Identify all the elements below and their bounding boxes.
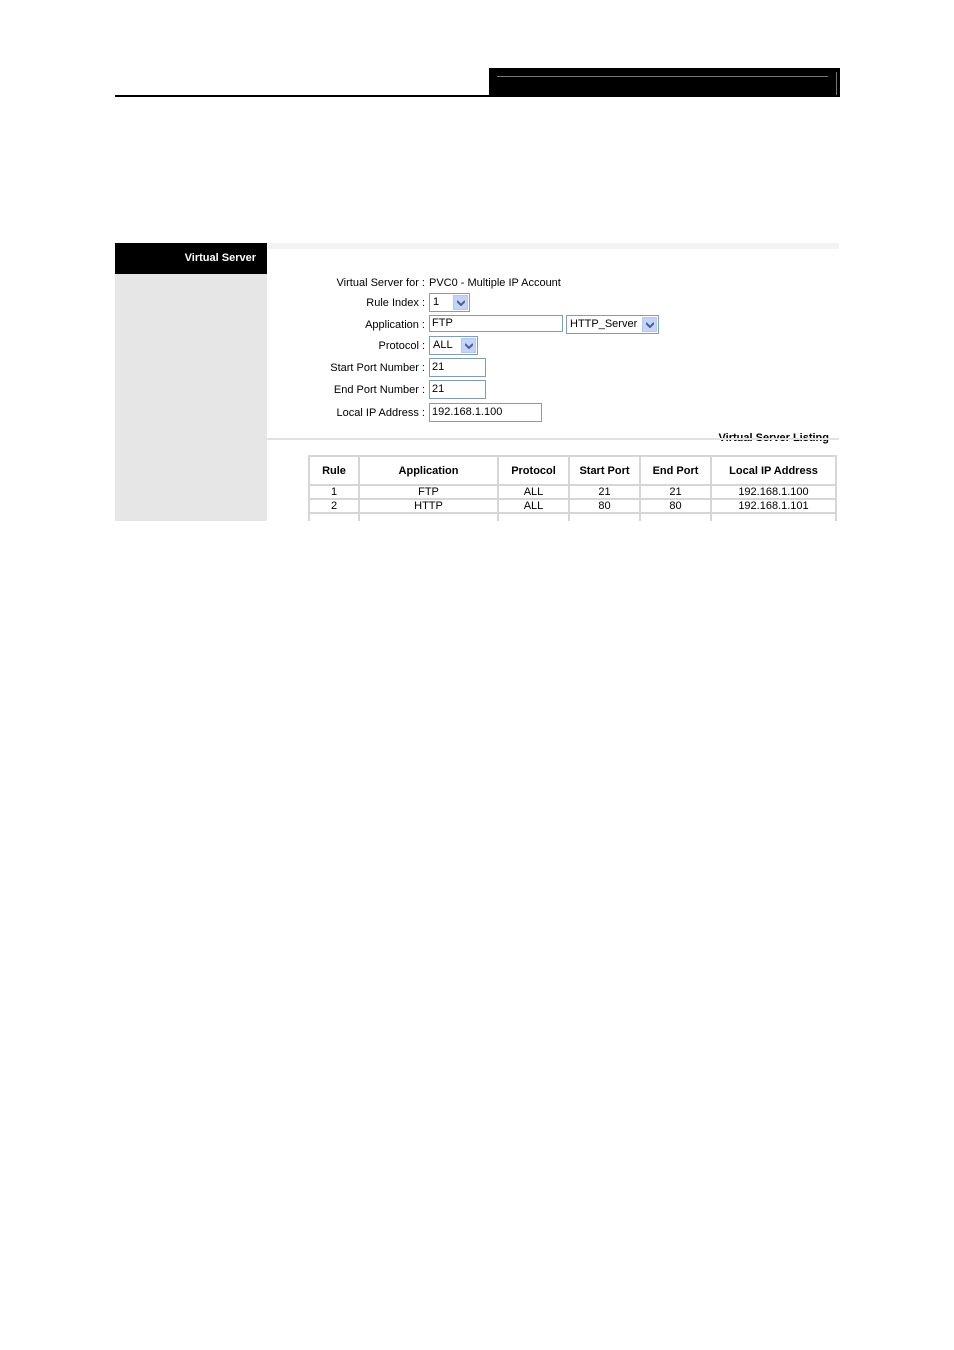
- col-header-protocol: Protocol: [498, 456, 569, 485]
- cell-rule: 1: [309, 485, 359, 499]
- chevron-down-icon[interactable]: [453, 295, 468, 310]
- start-port-label: Start Port Number :: [330, 362, 425, 374]
- table-header-row: [309, 456, 836, 485]
- cell-application: FTP: [359, 485, 498, 499]
- col-header-rule: Rule: [309, 456, 359, 485]
- protocol-select[interactable]: [429, 336, 478, 355]
- cell-empty: [498, 513, 569, 521]
- table-row-empty: [309, 513, 836, 521]
- section-divider: [267, 438, 839, 440]
- end-port-input[interactable]: 21: [429, 380, 486, 399]
- cell-local-ip: 192.168.1.101: [711, 499, 836, 513]
- virtual-server-table: [308, 455, 837, 521]
- virtual-server-for-value: PVC0 - Multiple IP Account: [429, 277, 561, 289]
- cell-start-port: 21: [569, 485, 640, 499]
- cell-local-ip: 192.168.1.100: [711, 485, 836, 499]
- col-header-start-port: Start Port: [569, 456, 640, 485]
- table-row: [309, 499, 836, 513]
- col-header-local-ip: Local IP Address: [711, 456, 836, 485]
- protocol-label: Protocol :: [378, 340, 425, 352]
- sidebar-title-bar: [115, 243, 267, 274]
- application-label: Application :: [365, 319, 425, 331]
- sidebar-title: Virtual Server: [184, 252, 256, 264]
- rule-index-label: Rule Index :: [366, 297, 425, 309]
- cell-end-port: 21: [640, 485, 711, 499]
- application-preset-value: HTTP_Server: [570, 318, 638, 330]
- end-port-label: End Port Number :: [333, 384, 425, 396]
- col-header-end-port: End Port: [640, 456, 711, 485]
- table-row: [309, 485, 836, 499]
- cell-empty: [359, 513, 498, 521]
- cell-protocol: ALL: [498, 499, 569, 513]
- header-inner-line: [497, 76, 828, 77]
- cell-empty: [640, 513, 711, 521]
- virtual-server-screenshot: [115, 243, 839, 521]
- page-header-bar: [489, 68, 840, 97]
- local-ip-label: Local IP Address :: [336, 407, 425, 419]
- col-header-application: Application: [359, 456, 498, 485]
- start-port-input[interactable]: 21: [429, 358, 486, 377]
- cell-end-port: 80: [640, 499, 711, 513]
- cell-application: HTTP: [359, 499, 498, 513]
- cell-protocol: ALL: [498, 485, 569, 499]
- chevron-down-icon[interactable]: [642, 317, 657, 332]
- virtual-server-for-label: Virtual Server for :: [336, 277, 425, 289]
- local-ip-input[interactable]: 192.168.1.100: [429, 403, 542, 422]
- cell-start-port: 80: [569, 499, 640, 513]
- cell-empty: [309, 513, 359, 521]
- protocol-value: ALL: [433, 339, 453, 351]
- application-preset-select[interactable]: [566, 315, 659, 334]
- cell-empty: [569, 513, 640, 521]
- rule-index-select[interactable]: [429, 293, 470, 312]
- page-header-rule: [115, 95, 840, 97]
- rule-index-value: 1: [433, 296, 440, 308]
- chevron-down-icon[interactable]: [461, 338, 476, 353]
- application-input[interactable]: FTP: [429, 315, 563, 332]
- cell-empty: [711, 513, 836, 521]
- cell-rule: 2: [309, 499, 359, 513]
- header-inner-vline: [836, 72, 837, 97]
- top-strip: [267, 243, 839, 249]
